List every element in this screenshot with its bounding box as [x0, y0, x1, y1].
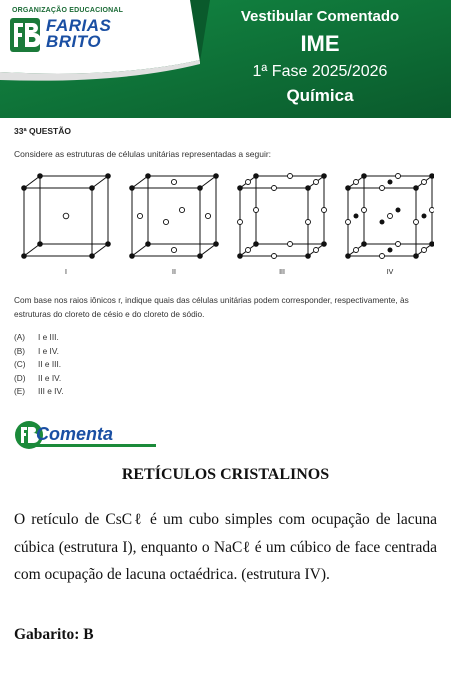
comenta-underline [36, 444, 156, 447]
comenta-label: Comenta [36, 424, 114, 444]
cell-label-iii: III [279, 269, 285, 276]
option-a: (A) I e III. [14, 332, 59, 342]
subject-title: Química [286, 86, 354, 105]
header-subtitle: Vestibular Comentado [240, 8, 400, 25]
brand-line-1: FARIAS [46, 16, 112, 35]
option-b: (B) I e IV. [14, 345, 59, 356]
answer-explanation: O retículo de CsCℓ é um cubo simples com ocupação de lacuna cúbica (estrutura I), enquanto o NaCℓ é um cúbico de face centrada com ocupação de lacuna octaédrica. (estrutura IV). [14, 511, 437, 583]
unit-cells-figure [14, 170, 434, 278]
question-text: Com base nos raios iônicos r, indique quais das células unitárias podem corresponder, respectivamente, às estruturas do cloreto de césio e do cloreto de sódio. [14, 295, 409, 319]
answer-options [14, 332, 64, 400]
unit-cell-ii [129, 173, 219, 259]
unit-cell-iv [345, 173, 434, 259]
unit-cell-iii [237, 173, 327, 259]
option-c: (C) II e III. [14, 359, 62, 369]
option-d: (D) II e IV. [14, 372, 62, 383]
brand-line-2: BRITO [46, 32, 102, 51]
question-number: 33ª QUESTÃO [14, 126, 71, 136]
header-banner [0, 0, 451, 118]
cell-label-iv: IV [386, 269, 394, 276]
option-e: (E) III e IV. [14, 386, 64, 396]
fb-logo-icon [10, 18, 42, 52]
answer-title: RETÍCULOS CRISTALINOS [121, 466, 330, 483]
exam-title: IME [300, 31, 340, 56]
unit-cell-i [21, 173, 111, 259]
question-intro: Considere as estruturas de células unitárias representadas a seguir: [14, 149, 272, 159]
exam-phase: 1ª Fase 2025/2026 [252, 63, 388, 80]
org-label: ORGANIZAÇÃO EDUCACIONAL [12, 7, 124, 14]
cell-label-ii: II [172, 269, 176, 276]
gabarito: Gabarito: B [14, 626, 94, 643]
cell-label-i: I [65, 269, 67, 276]
